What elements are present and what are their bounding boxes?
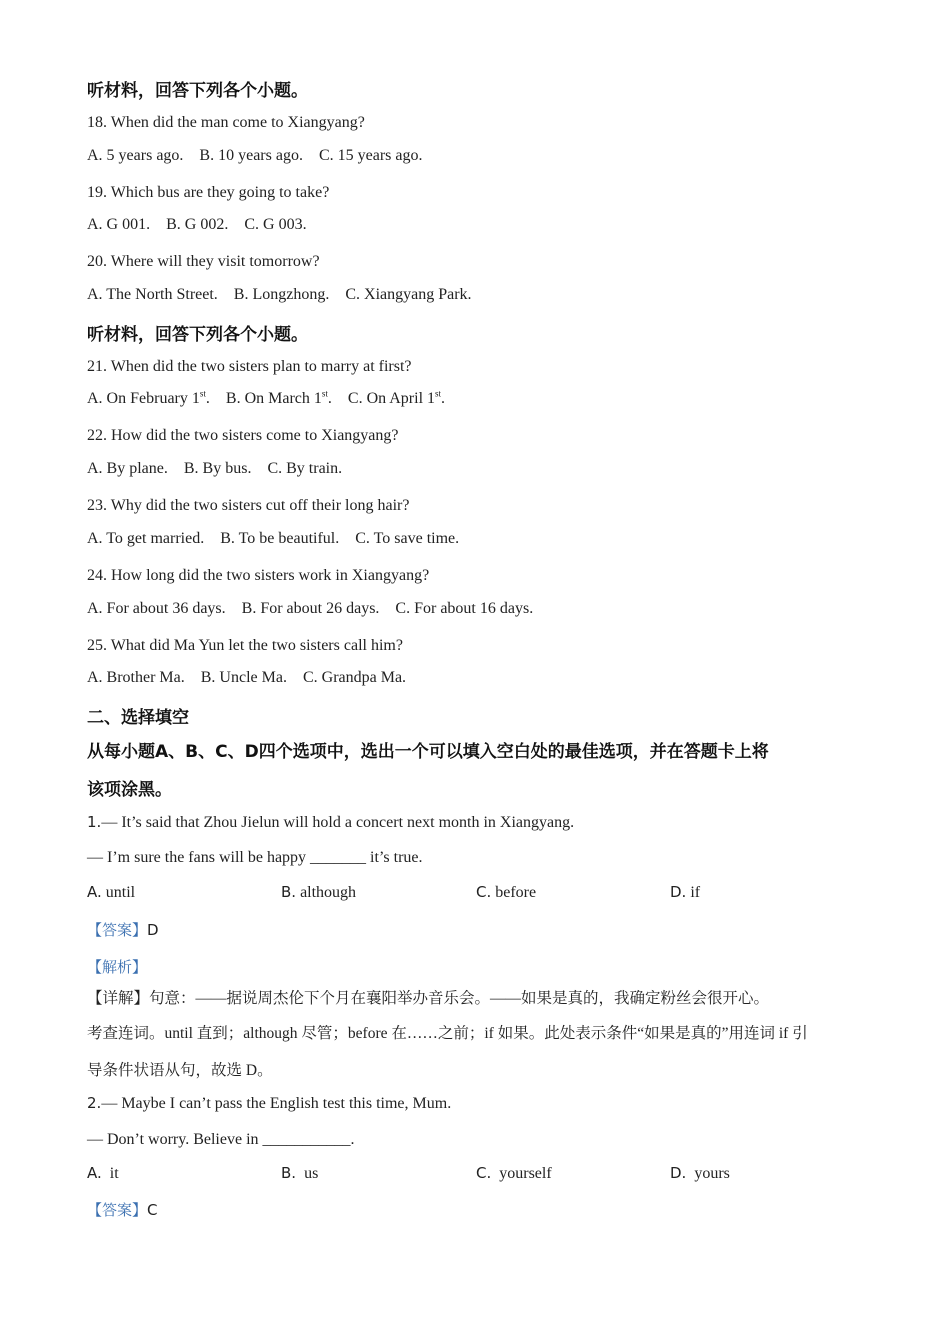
option-letter: D.	[670, 883, 687, 901]
detail-text-3: 导条件状语从句，故选 D。	[87, 1062, 273, 1079]
option-text: us	[304, 1165, 319, 1182]
question-24-options: A. For about 36 days. B. For about 26 days. C. For about 16 days.	[87, 600, 534, 617]
option-text: . B. On March 1	[205, 390, 322, 407]
question-line: — It’s said that Zhou Jielun will hold a concert next month in Xiangyang.	[101, 814, 575, 831]
answer-label: 【答案】	[87, 1201, 148, 1219]
option-text: A. On February 1	[87, 390, 200, 407]
detail-text: 句意：——据说周杰伦下个月在襄阳举办音乐会。——如果是真的，我确定粉丝会很开心。	[149, 990, 770, 1007]
question-20: 20. Where will they visit tomorrow?	[87, 253, 320, 270]
option-letter: D.	[670, 1164, 687, 1182]
option-letter: C.	[476, 1164, 492, 1182]
mc-question-2	[87, 1093, 451, 1114]
detail-text-2: 考查连词。until 直到；although 尽管；before 在……之前；if 如果。此处表示条件“如果是真的”用连词 if 引	[87, 1025, 808, 1042]
mc-question-1	[87, 812, 574, 833]
option-d[interactable]	[670, 1163, 730, 1184]
option-text: if	[690, 884, 701, 901]
question-24: 24. How long did the two sisters work in Xiangyang?	[87, 567, 430, 584]
option-text: yours	[694, 1165, 730, 1182]
question-20-options: A. The North Street. B. Longzhong. C. Xiangyang Park.	[87, 286, 472, 303]
option-text: although	[300, 884, 357, 901]
question-18-options: A. 5 years ago. B. 10 years ago. C. 15 years ago.	[87, 147, 423, 164]
question-22-options: A. By plane. B. By bus. C. By train.	[87, 460, 343, 477]
question-21-options	[87, 389, 445, 409]
option-a[interactable]	[87, 882, 135, 903]
question-22: 22. How did the two sisters come to Xiangyang?	[87, 427, 399, 444]
option-letter: A.	[87, 1164, 102, 1182]
option-letter: B.	[281, 883, 297, 901]
question-23-options: A. To get married. B. To be beautiful. C. To save time.	[87, 530, 460, 547]
question-number: 1.	[87, 813, 102, 831]
option-c[interactable]	[476, 882, 536, 903]
superscript: st	[199, 388, 206, 399]
question-25-options: A. Brother Ma. B. Uncle Ma. C. Grandpa Ma.	[87, 669, 407, 686]
option-text: before	[495, 884, 537, 901]
detail-row-1	[87, 989, 769, 1009]
answer-label: 【答案】	[87, 921, 148, 939]
option-letter: C.	[476, 883, 492, 901]
section-title-part2: 二、选择填空	[87, 708, 189, 728]
option-text: it	[109, 1165, 119, 1182]
option-text: .	[441, 390, 446, 407]
question-number: 2.	[87, 1094, 102, 1112]
question-23: 23. Why did the two sisters cut off their long hair?	[87, 497, 410, 514]
section-instructions-cont: 该项涂黑。	[87, 780, 172, 800]
question-25: 25. What did Ma Yun let the two sisters call him?	[87, 637, 403, 654]
option-letter: B.	[281, 1164, 297, 1182]
question-19: 19. Which bus are they going to take?	[87, 184, 330, 201]
question-line: — Maybe I can’t pass the English test this time, Mum.	[101, 1095, 452, 1112]
answer-row-2	[87, 1200, 158, 1221]
section-instructions: 从每小题A、B、C、D四个选项中，选出一个可以填入空白处的最佳选项，并在答题卡上将	[87, 742, 769, 762]
superscript: st	[321, 388, 328, 399]
option-c[interactable]	[476, 1163, 552, 1184]
mc-question-2-reply: — Don’t worry. Believe in ___________.	[87, 1131, 355, 1148]
detail-label: 【详解】	[87, 990, 150, 1007]
section-heading-listening-2: 听材料，回答下列各个小题。	[87, 325, 308, 345]
option-b[interactable]	[281, 1163, 318, 1184]
option-text: yourself	[499, 1165, 552, 1182]
question-18: 18. When did the man come to Xiangyang?	[87, 114, 365, 131]
option-d[interactable]	[670, 882, 700, 903]
answer-value: D	[147, 921, 159, 939]
analysis-label: 【解析】	[87, 958, 148, 976]
option-text: until	[105, 884, 136, 901]
answer-row-1	[87, 920, 159, 941]
section-heading-listening-1: 听材料，回答下列各个小题。	[87, 81, 308, 101]
mc-question-1-reply: — I’m sure the fans will be happy _______ it’s true.	[87, 849, 423, 866]
superscript: st	[435, 388, 442, 399]
option-text: . C. On April 1	[327, 390, 436, 407]
answer-value: C	[147, 1201, 158, 1219]
question-19-options: A. G 001. B. G 002. C. G 003.	[87, 216, 307, 233]
question-21: 21. When did the two sisters plan to marry at first?	[87, 358, 412, 375]
option-letter: A.	[87, 883, 102, 901]
option-b[interactable]	[281, 882, 356, 903]
option-a[interactable]	[87, 1163, 119, 1184]
analysis-row-1	[87, 957, 147, 978]
